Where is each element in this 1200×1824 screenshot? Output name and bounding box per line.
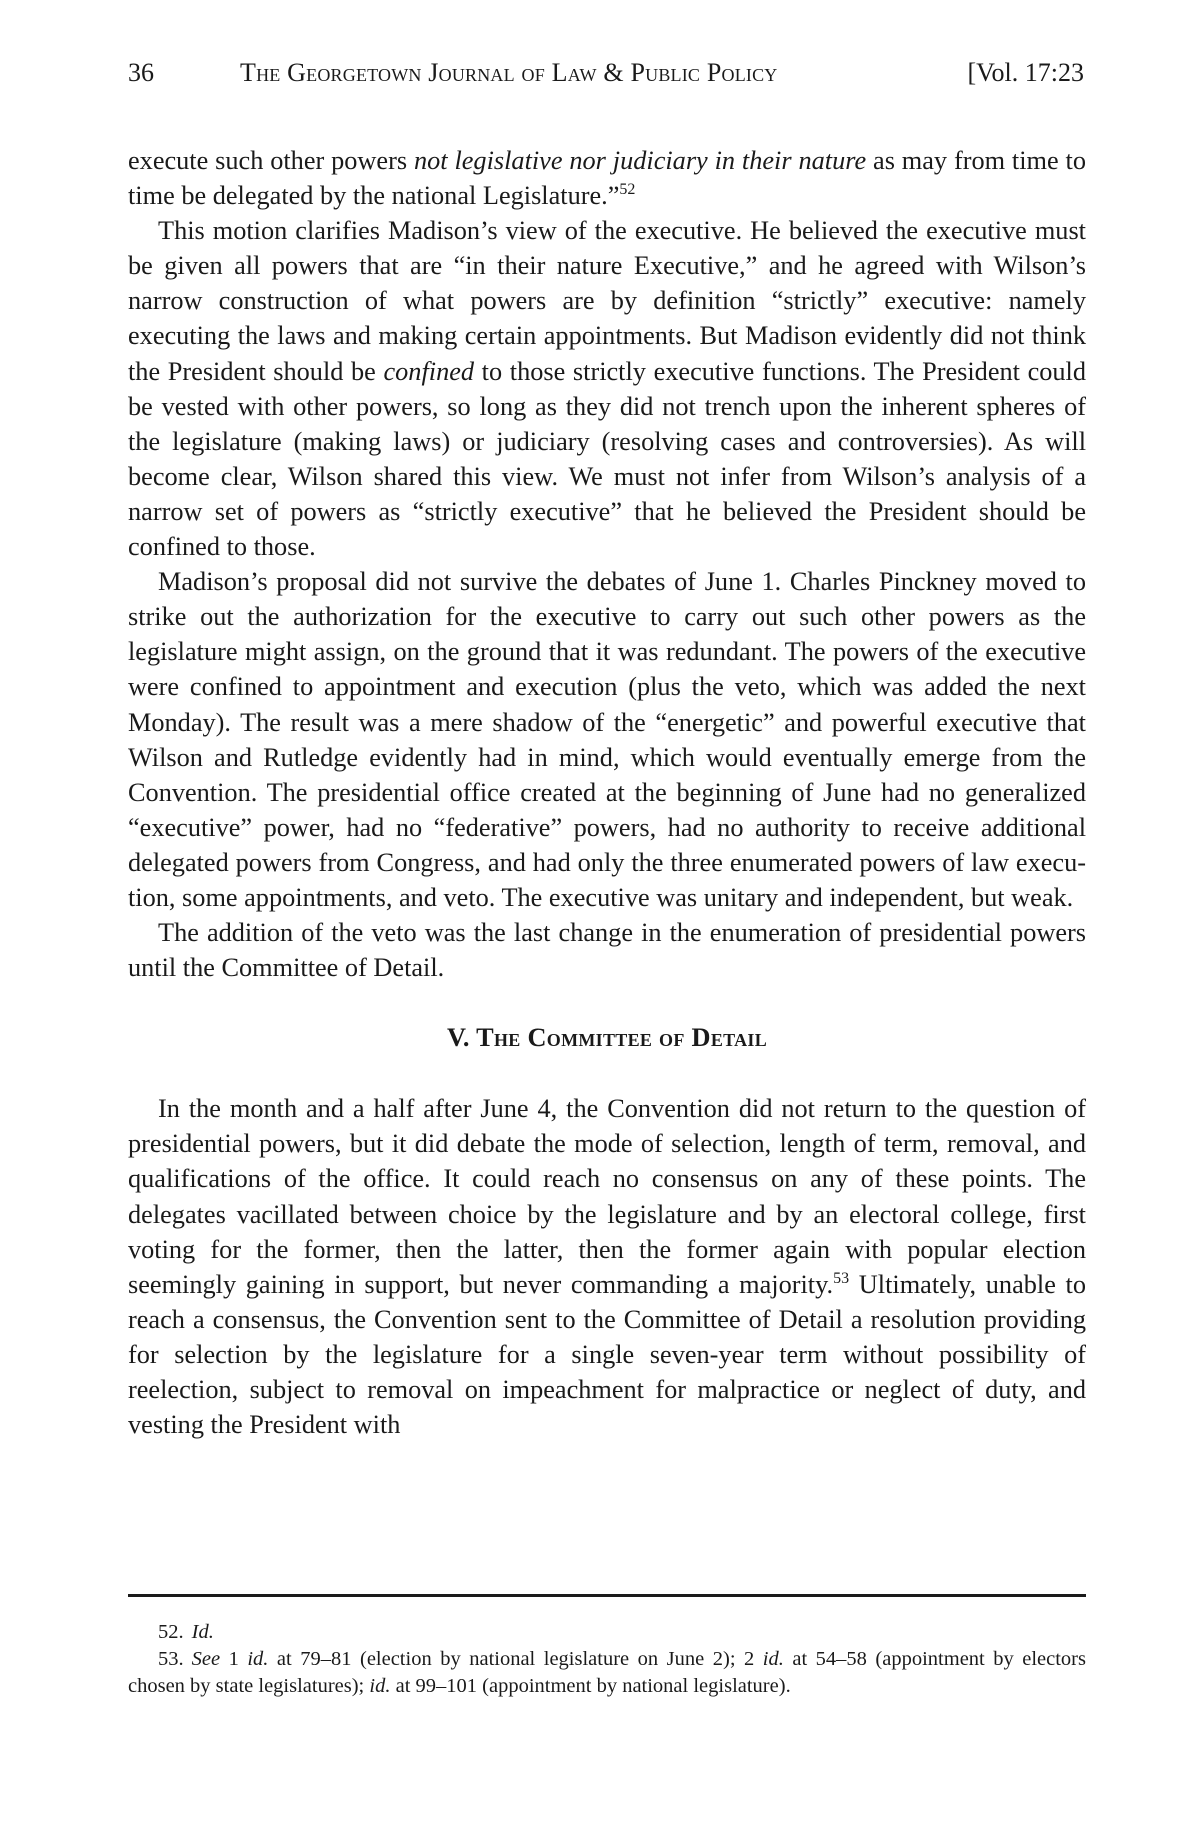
footnote-52: [128, 1619, 1086, 1646]
italic-quote: not legislative nor judiciary in their nature: [413, 146, 867, 175]
text-run: In the month and a half after June 4, the Convention did not return to the question of presidential powers, but it did debate the mode of selection, length of term, removal, and qualifications of the office. It could reach no consensus on any of these points. The delegates vacillated between choice by the legislature and by an electoral college, first voting for the former, then the latter, then the former again with popular election seemingly gaining in support, but never commanding a majority.: [128, 1094, 1086, 1299]
text-run: execute such other powers: [128, 146, 414, 175]
paragraph: The addition of the veto was the last change in the enumeration of presidential powers until the Committee of Detail.: [128, 918, 1086, 983]
text-run: This motion clarifies Madison’s view of the executive. He believed the executive must be given all powers that are “in their nature Executive,” and he agreed with Wilson’s narrow construction of what powers are by definition “strictly” executive: namely executing the laws and making certain appointments. But Madison evidently did not think the President should be: [128, 216, 1086, 386]
paragraph: [128, 213, 1086, 564]
text-run: at 79–81 (election by national legislature on June 2); 2: [268, 1648, 763, 1670]
text-run: as may from time to time be delegated by the national Legislature.”: [128, 146, 1086, 211]
footnote-divider: [128, 1594, 1086, 1597]
text-run: at 54–58 (appointment by electors chosen by state legislatures);: [128, 1648, 1086, 1697]
citation-id: Id.: [191, 1621, 214, 1643]
paragraph: [128, 1091, 1086, 1442]
paragraph: Madison’s proposal did not survive the debates of June 1. Charles Pinckney moved to strike out the authorization for the executive to carry out such other powers as the legislature might assign, on the ground that it was redundant. The powers of the executive were confined to appointment and execution (plus the veto, which was added the next Monday). The result was a mere shadow of the “energetic” and powerful executive that Wilson and Rutledge evidently had in mind, which would eventually emerge from the Convention. The presidential office created at the beginning of June had no generalized “executive” power, had no “federative” powers, had no authority to receive additional delegated powers from Congress, and had only the three enumerated powers of law execution, some appointments, and veto. The executive was unitary and independent, but weak.: [128, 567, 1086, 912]
citation-id: id.: [369, 1675, 391, 1697]
footnote-ref-53[interactable]: 53: [833, 1269, 850, 1287]
paragraph-continued: [128, 143, 1086, 213]
italic-emphasis: confined: [383, 356, 475, 386]
footnote-number: 53.: [158, 1648, 184, 1670]
citation-signal: See: [191, 1648, 221, 1670]
citation-id: id.: [247, 1648, 269, 1670]
text-run: to those strictly executive functions. The President could be vested with other powers, so long as they did not trench upon the inherent spheres of the legislature (making laws) or judiciary (resolving cases and controversies). As will become clear, Wilson shared this view. We must not infer from Wilson’s analysis of a narrow set of powers as “strictly executive” that he believed the President should be confined to those.: [128, 356, 1086, 562]
text-run: 1: [220, 1648, 248, 1670]
footnote-ref-52[interactable]: 52: [619, 181, 636, 199]
footnote-53: [128, 1646, 1086, 1700]
text-run: at 99–101 (appointment by national legislature).: [390, 1675, 791, 1697]
page-number: 36: [128, 58, 154, 87]
footnote-number: 52.: [158, 1621, 184, 1643]
volume-citation: [Vol. 17:23: [967, 58, 1084, 87]
footnotes: [128, 1619, 1086, 1700]
journal-title: The Georgetown Journal of Law & Public Policy: [240, 58, 778, 87]
section-heading: V. The Committee of Detail: [446, 1023, 767, 1053]
article-body: [128, 143, 1086, 1442]
citation-id: id.: [762, 1648, 784, 1670]
text-run: Ultimately, unable to reach a consensus, the Convention sent to the Committee of Detail a resolution providing for selection by the legislature for a single seven-year term without possibility of reelection, subject to removal on impeachment for malpractice or neglect of duty, and vesting the President with: [128, 1269, 1086, 1440]
